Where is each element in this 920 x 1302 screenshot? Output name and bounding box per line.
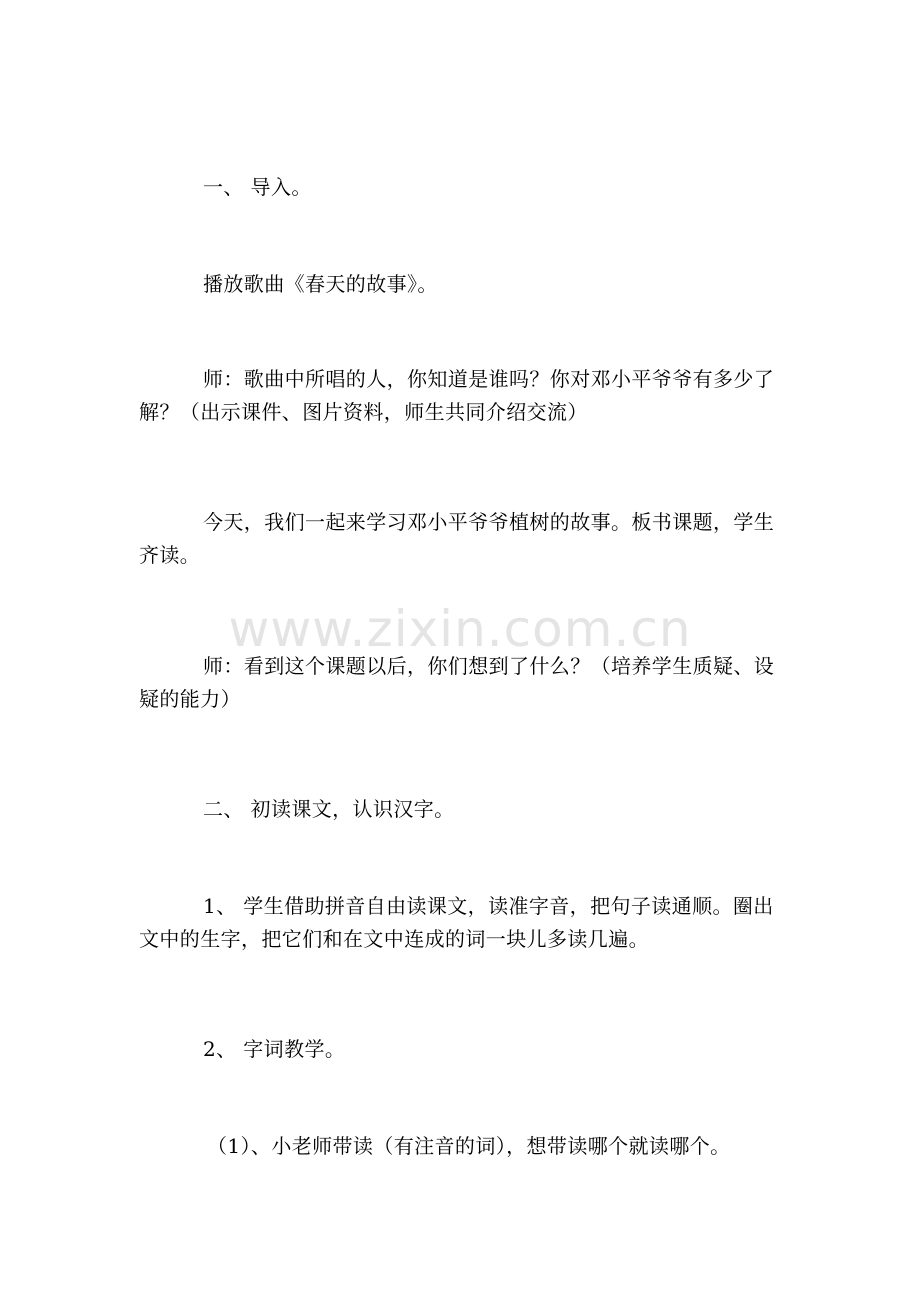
paragraph-today: 今天，我们一起来学习邓小平爷爷植树的故事。板书课题，学生齐读。 — [139, 510, 775, 567]
watermark: www.zixin.com.cn — [228, 600, 692, 658]
paragraph-step-2-1: （1）、小老师带读（有注音的词），想带读哪个就读哪个。 — [207, 1134, 731, 1158]
heading-section-2: 二、 初读课文，认识汉字。 — [203, 797, 455, 821]
paragraph-teacher-topic: 师：看到这个课题以后，你们想到了什么？（培养学生质疑、设疑的能力） — [139, 654, 775, 711]
paragraph-teacher-question: 师：歌曲中所唱的人，你知道是谁吗？你对邓小平爷爷有多少了解？（出示课件、图片资料，师生共同介绍交流） — [139, 367, 775, 424]
paragraph-step-2: 2、 字词教学。 — [203, 1037, 346, 1061]
heading-section-1: 一、 导入。 — [203, 175, 312, 199]
paragraph-step-1: 1、 学生借助拼音自由读课文，读准字音，把句子读通顺。圈出文中的生字，把它们和在文中连成的词一块儿多读几遍。 — [139, 894, 774, 951]
paragraph-song: 播放歌曲《春天的故事》。 — [203, 272, 438, 296]
